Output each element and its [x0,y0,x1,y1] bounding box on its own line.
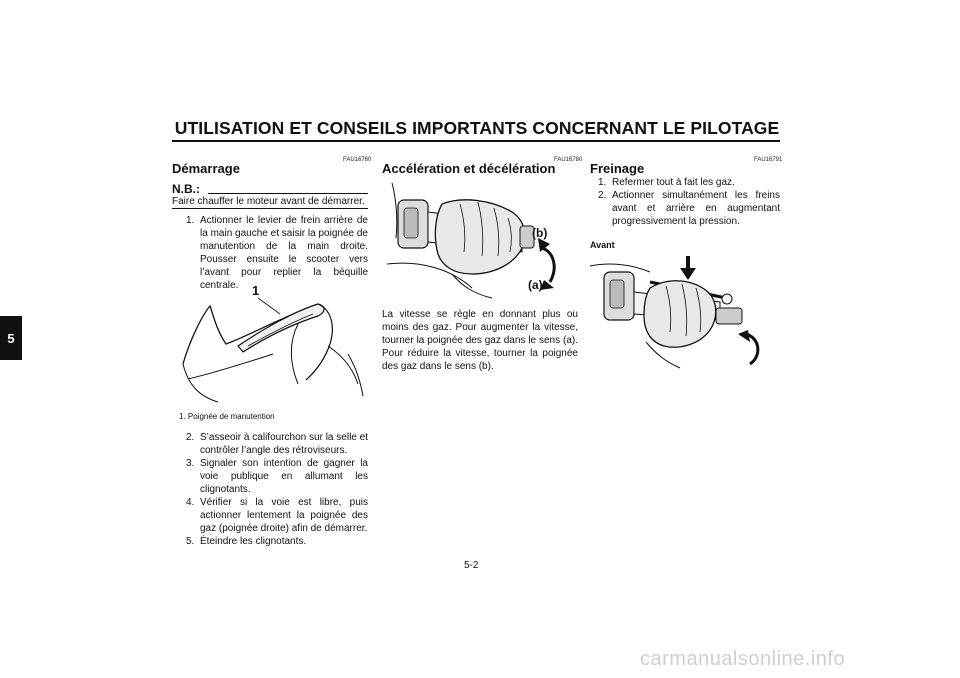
step-number: 2. [186,432,195,443]
step-number: 3. [186,458,195,469]
page-number: 5-2 [464,560,479,571]
step-text: Vérifier si la voie est libre, puis actionner lentement la poignée des gaz (poignée droite) afin de démarrer. [200,497,368,534]
step-number: 1. [598,177,607,188]
note-rule [208,193,368,194]
section-heading-acceleration: Accélération et décélération [382,161,556,176]
list-item [186,457,368,496]
section-heading-freinage: Freinage [590,161,645,176]
note-title: N.B.: [172,182,200,196]
list-item [598,189,780,228]
steps-list-a [186,214,368,292]
page-title: UTILISATION ET CONSEILS IMPORTANTS CONCERNANT LE PILOTAGE [174,118,780,138]
list-item [186,214,368,292]
section-heading-demarrage: Démarrage [172,161,240,176]
step-number: 2. [598,190,607,201]
direction-label-a: (a) [528,278,543,292]
list-item [186,431,368,457]
step-text: Signaler son intention de gagner la voie publique en allumant les clignotants. [200,458,368,495]
scooter-handle-illustration [178,284,368,404]
direction-label-b: (b) [532,226,548,240]
figure-callout: 1 [252,283,260,298]
section-code: FAU16791 [754,157,783,163]
list-item [186,535,368,548]
step-text: S’asseoir à califourchon sur la selle et contrôler l’angle des rétroviseurs. [200,432,368,456]
watermark: carmanualsonline.info [640,648,846,670]
header-rule [172,140,780,142]
steps-list-b [186,431,368,548]
list-item [186,496,368,535]
step-number: 4. [186,497,195,508]
figure-caption: 1. Poignée de manutention [179,412,275,421]
step-text: Actionner simultanément les freins avant et arrière en augmentant progressivement la pression. [612,190,780,227]
note-rule [172,208,368,209]
note-text: Faire chauffer le moteur avant de démarrer. [172,196,365,207]
figure-label-avant: Avant [590,240,615,250]
step-number: 5. [186,536,195,547]
step-text: Refermer tout à fait les gaz. [612,177,735,188]
acceleration-paragraph: La vitesse se règle en donnant plus ou moins des gaz. Pour augmenter la vitesse, tourner la poignée des gaz dans le sens (a). Pour réduire la vitesse, tourner la poignée des gaz dans le sens (b). [382,309,578,372]
brake-grip-illustration [590,252,780,370]
chapter-tab: 5 [0,316,22,360]
section-code: FAU16760 [343,157,372,163]
steps-list-freinage [598,176,780,228]
step-text: Actionner le levier de frein arrière de la main gauche et saisir la poignée de manutention de la main droite. Pousser ensuite le scooter vers l’avant pour replier la béquille centrale. [200,215,368,291]
section-code: FAU16780 [554,157,583,163]
step-number: 1. [186,215,195,226]
step-text: Éteindre les clignotants. [200,536,307,547]
throttle-grip-illustration [382,178,578,300]
list-item [598,176,780,189]
